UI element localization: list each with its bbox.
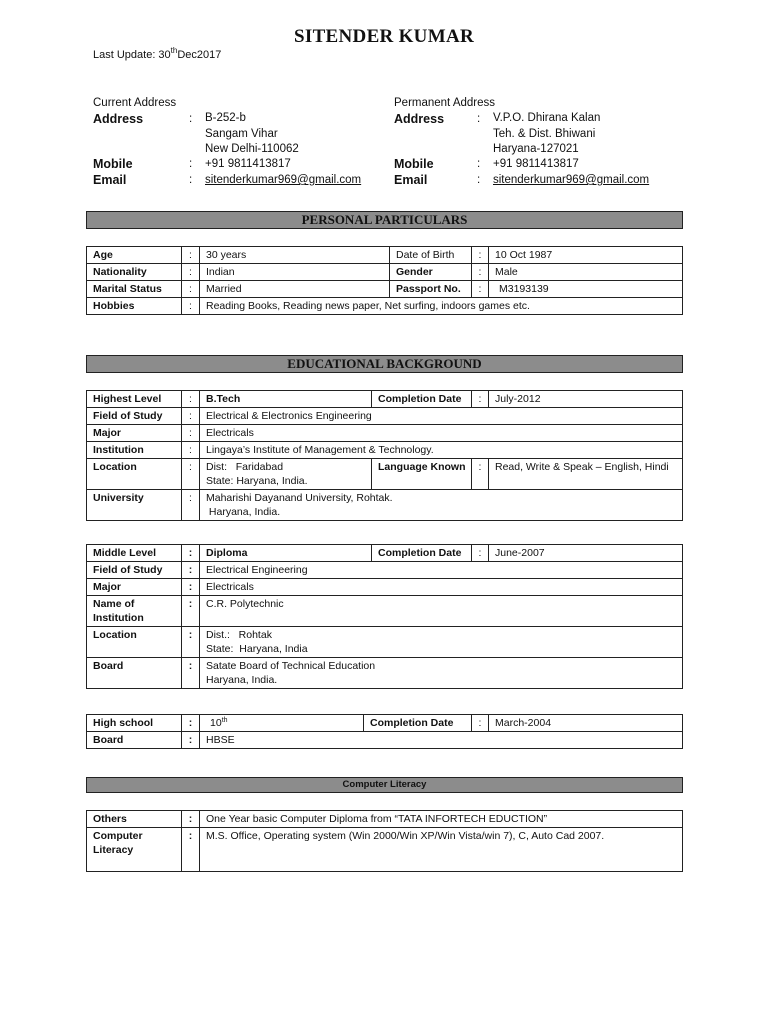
colon: :	[182, 562, 200, 579]
location-label: Location	[87, 627, 182, 658]
colon: :	[472, 545, 489, 562]
table-row	[87, 264, 683, 281]
major-label: Major	[87, 579, 182, 596]
passport-value: M3193139	[489, 281, 683, 298]
completion-label: Completion Date	[372, 545, 472, 562]
table-row	[87, 627, 683, 658]
table-row	[87, 391, 683, 408]
high-school-value	[200, 715, 364, 732]
colon: :	[472, 281, 489, 298]
location-value	[200, 459, 372, 490]
personal-table	[86, 246, 683, 315]
completion-value: June-2007	[489, 545, 683, 562]
table-row	[87, 811, 683, 828]
marital-label: Marital Status	[87, 281, 182, 298]
age-label: Age	[87, 247, 182, 264]
permanent-address-heading: Permanent Address	[394, 97, 496, 109]
permanent-address-line-1: V.P.O. Dhirana Kalan	[493, 112, 601, 124]
section-educational-background: EDUCATIONAL BACKGROUND	[86, 355, 683, 373]
permanent-email-label: Email	[394, 173, 428, 187]
table-row	[87, 442, 683, 459]
institution-value: Lingaya’s Institute of Management & Technology.	[200, 442, 683, 459]
colon: :	[182, 715, 200, 732]
permanent-address-line-2: Teh. & Dist. Bhiwani	[493, 127, 596, 140]
high-school-label: High school	[87, 715, 182, 732]
current-mobile-colon: :	[189, 158, 193, 170]
table-row	[87, 459, 683, 490]
board-label: Board	[87, 732, 182, 749]
permanent-address-colon: :	[477, 113, 481, 125]
board-label: Board	[87, 658, 182, 689]
permanent-mobile-label: Mobile	[394, 157, 434, 171]
section-personal-particulars: PERSONAL PARTICULARS	[86, 211, 683, 229]
gender-label: Gender	[390, 264, 472, 281]
middle-level-table	[86, 544, 683, 689]
table-row	[87, 490, 683, 521]
institution-label: Name of Institution	[87, 596, 182, 627]
age-value: 30 years	[200, 247, 390, 264]
current-address-lines	[205, 111, 299, 158]
last-update-prefix: Last Update: 30	[93, 49, 171, 61]
current-address-line-3: New Delhi-110062	[205, 143, 299, 155]
colon: :	[182, 658, 200, 689]
permanent-mobile: +91 9811413817	[493, 158, 579, 170]
current-address-line-2: Sangam Vihar	[205, 127, 278, 140]
colon: :	[472, 459, 489, 490]
location-line-1: Dist.: Rohtak	[206, 629, 272, 641]
university-line-1: Maharishi Dayanand University, Rohtak.	[206, 492, 393, 504]
location-line-1: Dist: Faridabad	[206, 461, 284, 473]
major-value: Electricals	[200, 425, 683, 442]
high-school-value-main: 10	[210, 717, 222, 729]
table-row	[87, 596, 683, 627]
colon: :	[182, 545, 200, 562]
computer-literacy-label: Computer Literacy	[87, 828, 182, 872]
colon: :	[472, 264, 489, 281]
others-value: One Year basic Computer Diploma from “TATA INFORTECH EDUCTION”	[200, 811, 683, 828]
computer-literacy-table	[86, 810, 683, 872]
colon: :	[182, 281, 200, 298]
colon: :	[182, 298, 200, 315]
colon: :	[182, 391, 200, 408]
language-label: Language Known	[372, 459, 472, 490]
colon: :	[472, 391, 489, 408]
resume-name: SITENDER KUMAR	[294, 26, 474, 47]
university-line-2: Haryana, India.	[206, 506, 281, 518]
table-row	[87, 658, 683, 689]
table-row	[87, 298, 683, 315]
colon: :	[182, 442, 200, 459]
high-school-value-sup: th	[221, 717, 228, 724]
field-label: Field of Study	[87, 408, 182, 425]
high-school-table	[86, 714, 683, 749]
language-value: Read, Write & Speak – English, Hindi	[489, 459, 683, 490]
computer-literacy-value: M.S. Office, Operating system (Win 2000/Win XP/Win Vista/win 7), C, Auto Cad 2007.	[200, 828, 683, 872]
major-label: Major	[87, 425, 182, 442]
current-email-colon: :	[189, 174, 193, 186]
others-label: Others	[87, 811, 182, 828]
board-value	[200, 658, 683, 689]
last-update	[93, 46, 222, 61]
table-row	[87, 579, 683, 596]
colon: :	[182, 264, 200, 281]
nationality-label: Nationality	[87, 264, 182, 281]
dob-label: Date of Birth	[390, 247, 472, 264]
colon: :	[182, 596, 200, 627]
permanent-address-line-3: Haryana-127021	[493, 143, 579, 155]
major-value: Electricals	[200, 579, 683, 596]
colon: :	[182, 459, 200, 490]
highest-level-label: Highest Level	[87, 391, 182, 408]
field-label: Field of Study	[87, 562, 182, 579]
permanent-mobile-colon: :	[477, 158, 481, 170]
board-value: HBSE	[200, 732, 683, 749]
highest-level-value: B.Tech	[200, 391, 372, 408]
board-line-2: Haryana, India.	[206, 674, 278, 686]
hobbies-label: Hobbies	[87, 298, 182, 315]
current-email-link[interactable]: sitenderkumar969@gmail.com	[205, 174, 362, 186]
table-row	[87, 828, 683, 872]
colon: :	[182, 425, 200, 442]
permanent-email-colon: :	[477, 174, 481, 186]
permanent-address-lines	[493, 111, 600, 158]
passport-label: Passport No.	[390, 281, 472, 298]
current-mobile-label: Mobile	[93, 157, 133, 171]
last-update-suffix: Dec2017	[177, 49, 222, 61]
nationality-value: Indian	[200, 264, 390, 281]
gender-value: Male	[489, 264, 683, 281]
current-email-label: Email	[93, 173, 127, 187]
colon: :	[472, 247, 489, 264]
institution-label: Institution	[87, 442, 182, 459]
colon: :	[182, 732, 200, 749]
completion-value: July-2012	[489, 391, 683, 408]
middle-level-value: Diploma	[200, 545, 372, 562]
colon: :	[182, 811, 200, 828]
location-value	[200, 627, 683, 658]
completion-label: Completion Date	[372, 391, 472, 408]
colon: :	[182, 579, 200, 596]
current-address-colon: :	[189, 113, 193, 125]
table-row	[87, 732, 683, 749]
marital-value: Married	[200, 281, 390, 298]
permanent-address-label: Address	[394, 112, 445, 126]
section-computer-literacy: Computer Literacy	[86, 777, 683, 793]
university-label: University	[87, 490, 182, 521]
colon: :	[182, 408, 200, 425]
table-row	[87, 281, 683, 298]
university-value	[200, 490, 683, 521]
table-row	[87, 247, 683, 264]
location-label: Location	[87, 459, 182, 490]
hobbies-value: Reading Books, Reading news paper, Net surfing, indoors games etc.	[200, 298, 683, 315]
board-line-1: Satate Board of Technical Education	[206, 660, 376, 672]
table-row	[87, 425, 683, 442]
table-row	[87, 562, 683, 579]
current-address-heading: Current Address	[93, 97, 177, 109]
completion-label: Completion Date	[364, 715, 472, 732]
highest-level-table	[86, 390, 683, 521]
institution-value: C.R. Polytechnic	[200, 596, 683, 627]
table-row	[87, 715, 683, 732]
colon: :	[472, 715, 489, 732]
current-address-label: Address	[93, 112, 144, 126]
completion-value: March-2004	[489, 715, 683, 732]
middle-level-label: Middle Level	[87, 545, 182, 562]
colon: :	[182, 627, 200, 658]
colon: :	[182, 828, 200, 872]
permanent-email-link[interactable]: sitenderkumar969@gmail.com	[493, 174, 650, 186]
location-line-2: State: Haryana, India	[206, 643, 308, 655]
colon: :	[182, 247, 200, 264]
field-value: Electrical Engineering	[200, 562, 683, 579]
table-row	[87, 545, 683, 562]
colon: :	[182, 490, 200, 521]
current-address-line-1: B-252-b	[205, 112, 246, 124]
location-line-2: State: Haryana, India.	[206, 475, 308, 487]
last-update-sup: th	[170, 46, 178, 55]
dob-value: 10 Oct 1987	[489, 247, 683, 264]
current-mobile: +91 9811413817	[205, 158, 291, 170]
field-value: Electrical & Electronics Engineering	[200, 408, 683, 425]
table-row	[87, 408, 683, 425]
